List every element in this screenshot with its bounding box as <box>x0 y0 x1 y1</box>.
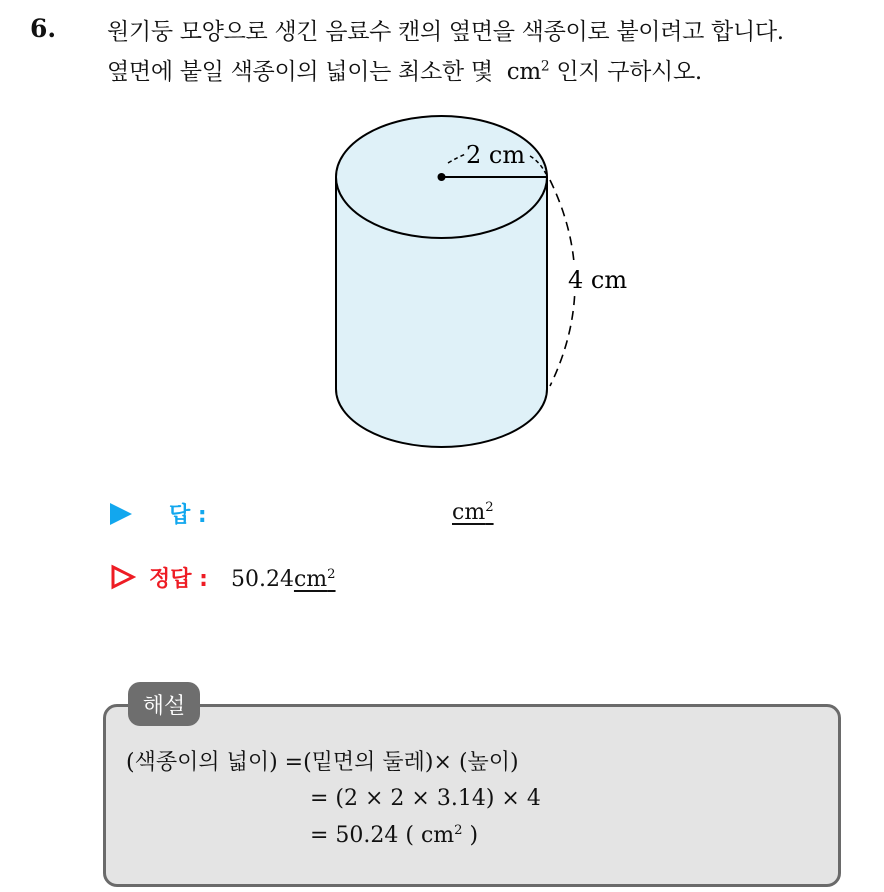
cylinder-bottom-curve <box>336 389 547 447</box>
question-line-2 <box>107 53 702 86</box>
correct-answer-label: 정답 : <box>149 567 208 592</box>
radius-label: 2 cm <box>466 141 526 169</box>
correct-answer-row <box>110 562 336 593</box>
question-line-2-end: 인지 구하시오. <box>556 59 702 85</box>
play-triangle-icon <box>110 503 132 525</box>
question-unit: cm <box>506 59 541 85</box>
cylinder-figure <box>300 100 640 460</box>
solution-line-3-text: = 50.24 ( cm <box>310 823 455 848</box>
solution-line-3-end: ) <box>462 823 479 848</box>
solution-line-2: = (2 × 2 × 3.14) × 4 <box>310 786 541 811</box>
correct-answer-unit <box>294 567 336 592</box>
correct-answer-unit-sup: 2 <box>327 567 336 583</box>
center-dot <box>438 173 446 181</box>
solution-line-3 <box>310 823 478 848</box>
answer-unit-text: cm <box>452 500 486 525</box>
outline-triangle-icon <box>110 564 136 590</box>
question-line-1: 원기둥 모양으로 생긴 음료수 캔의 옆면을 색종이로 붙이려고 합니다. <box>107 19 784 45</box>
correct-answer-unit-text: cm <box>293 567 328 592</box>
solution-line-3-sup: 2 <box>454 823 463 839</box>
solution-tab: 해설 <box>128 682 200 726</box>
correct-answer-value: 50.24 <box>230 567 294 592</box>
answer-label: 답 : <box>169 503 207 528</box>
question-line-2-text: 옆면에 붙일 색종이의 넓이는 최소한 몇 <box>107 59 493 85</box>
solution-line-1: (색종이의 넓이) =(밑면의 둘레)× (높이) <box>126 750 519 775</box>
height-label: 4 cm <box>568 266 628 294</box>
question-unit-sup: 2 <box>540 58 550 75</box>
answer-unit-sup: 2 <box>485 500 494 516</box>
question-number: 6. <box>30 14 57 43</box>
answer-unit <box>452 500 494 525</box>
answer-row <box>110 498 207 529</box>
